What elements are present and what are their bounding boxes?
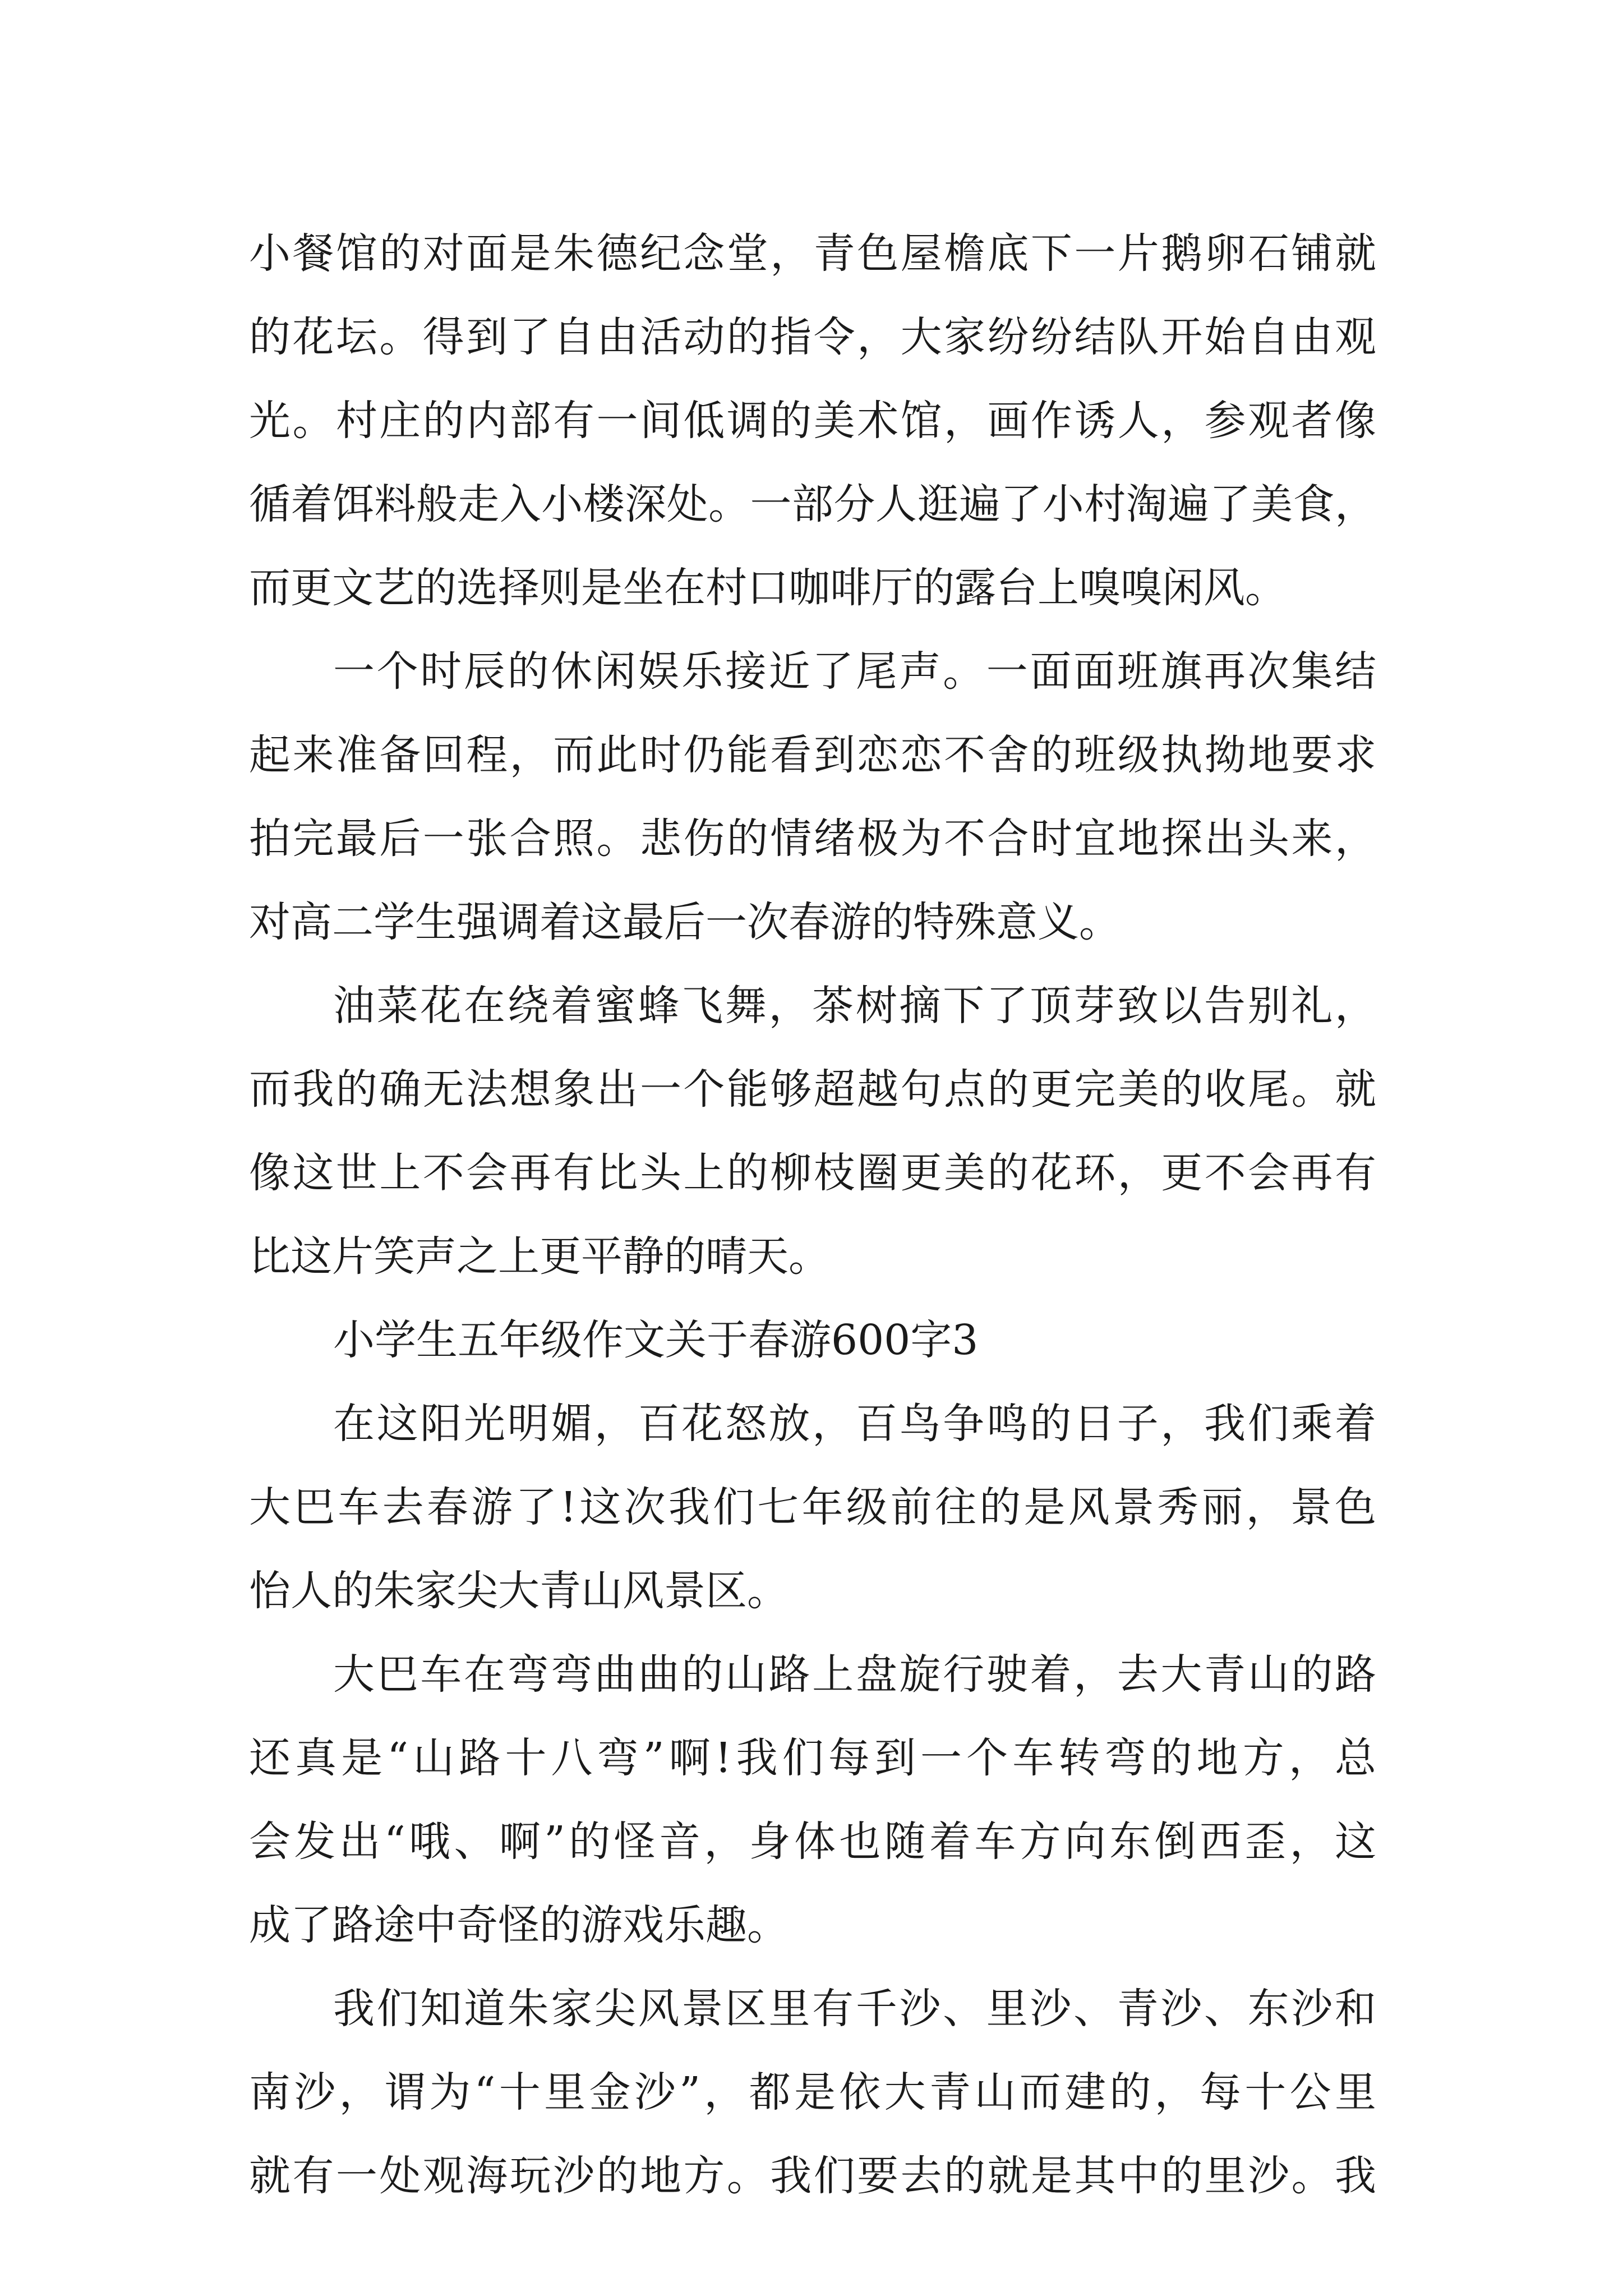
text-line: 而更文艺的选择则是坐在村口咖啡厅的露台上嗅嗅闲风。 bbox=[249, 564, 1287, 612]
paragraph bbox=[249, 630, 1376, 964]
section-heading bbox=[249, 1299, 1376, 1382]
paragraph bbox=[249, 1967, 1376, 2218]
text-line: 大巴车在弯弯曲曲的山路上盘旋行驶着，去大青山的路 bbox=[333, 1650, 1376, 1699]
text-line: 就有一处观海玩沙的地方。我们要去的就是其中的里沙。我 bbox=[249, 2152, 1376, 2200]
heading-text: 小学生五年级作文关于春游600字3 bbox=[333, 1316, 979, 1364]
text-line: 成了路途中奇怪的游戏乐趣。 bbox=[249, 1901, 789, 1949]
text-line: 怡人的朱家尖大青山风景区。 bbox=[249, 1567, 789, 1615]
text-line: 还真是“山路十八弯”啊!我们每到一个车转弯的地方，总 bbox=[249, 1734, 1376, 1782]
text-line: 起来准备回程，而此时仍能看到恋恋不舍的班级执拗地要求 bbox=[249, 731, 1376, 779]
text-line: 的花坛。得到了自由活动的指令，大家纷纷结队开始自由观 bbox=[249, 313, 1376, 361]
text-line: 像这世上不会再有比头上的柳枝圈更美的花环，更不会再有 bbox=[249, 1149, 1376, 1197]
text-line: 循着饵料般走入小楼深处。一部分人逛遍了小村淘遍了美食， bbox=[249, 480, 1376, 528]
text-line: 小餐馆的对面是朱德纪念堂，青色屋檐底下一片鹅卵石铺就 bbox=[249, 229, 1376, 278]
paragraph bbox=[249, 212, 1376, 630]
text-line: 对高二学生强调着这最后一次春游的特殊意义。 bbox=[249, 898, 1121, 946]
text-line: 比这片笑声之上更平静的晴天。 bbox=[249, 1232, 830, 1281]
paragraph bbox=[249, 1382, 1376, 1633]
text-line: 而我的确无法想象出一个能够超越句点的更完美的收尾。就 bbox=[249, 1065, 1376, 1114]
text-line: 在这阳光明媚，百花怒放，百鸟争鸣的日子，我们乘着 bbox=[333, 1400, 1376, 1448]
text-line: 会发出“哦、啊”的怪音，身体也随着车方向东倒西歪，这 bbox=[249, 1818, 1376, 1866]
text-line: 光。村庄的内部有一间低调的美术馆，画作诱人，参观者像 bbox=[249, 397, 1376, 445]
text-line: 拍完最后一张合照。悲伤的情绪极为不合时宜地探出头来， bbox=[249, 815, 1376, 863]
text-line: 大巴车去春游了!这次我们七年级前往的是风景秀丽，景色 bbox=[249, 1483, 1376, 1531]
text-line: 南沙，谓为“十里金沙”，都是依大青山而建的，每十公里 bbox=[249, 2068, 1376, 2116]
paragraph bbox=[249, 964, 1376, 1299]
paragraph bbox=[249, 1633, 1376, 1967]
text-line: 我们知道朱家尖风景区里有千沙、里沙、青沙、东沙和 bbox=[333, 1985, 1376, 2033]
document-body bbox=[249, 212, 1376, 2218]
text-line: 油菜花在绕着蜜蜂飞舞，茶树摘下了顶芽致以告别礼， bbox=[333, 982, 1376, 1030]
text-line: 一个时辰的休闲娱乐接近了尾声。一面面班旗再次集结 bbox=[333, 647, 1376, 696]
